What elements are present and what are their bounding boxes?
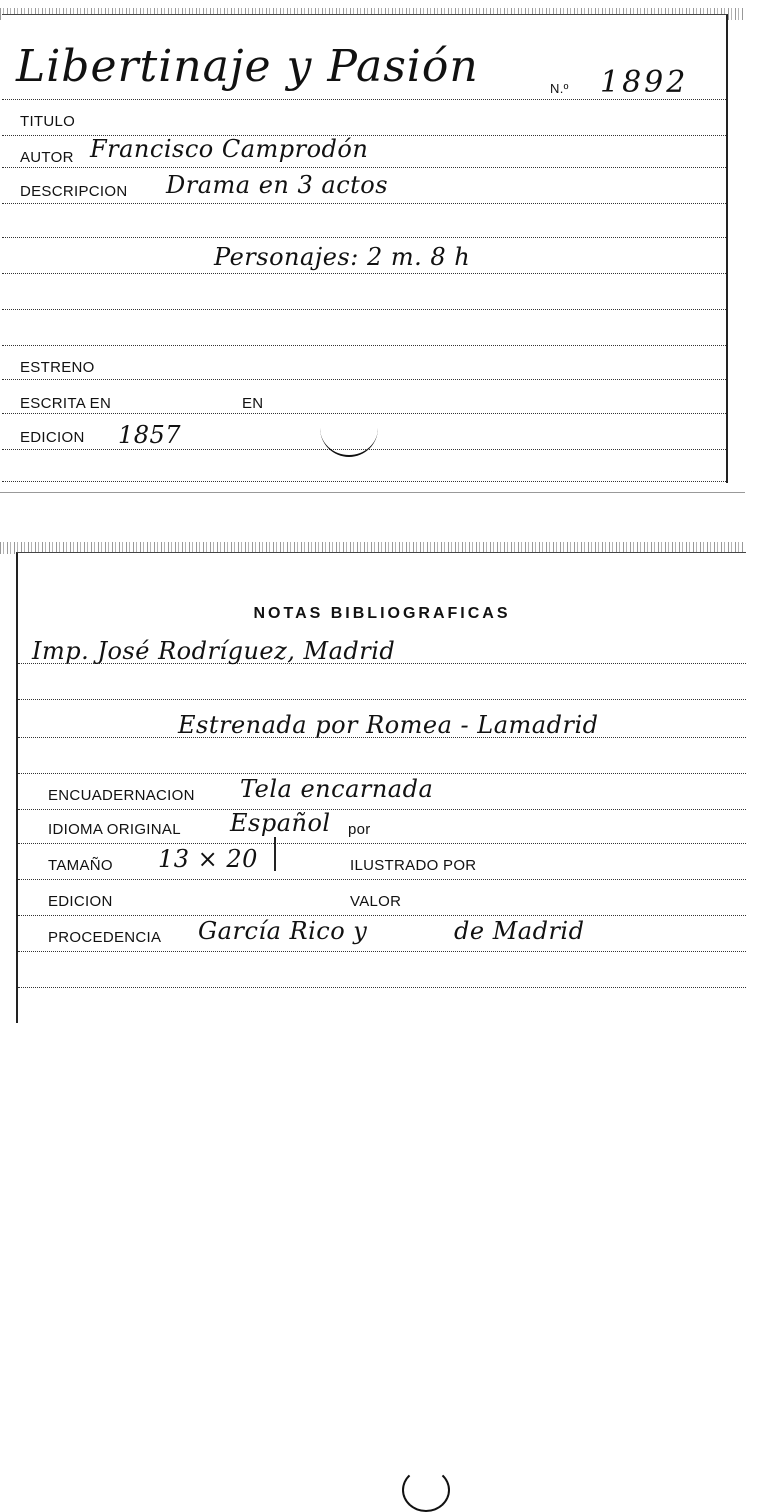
descripcion-label: DESCRIPCION xyxy=(20,183,128,200)
card-rule xyxy=(2,309,726,310)
descripcion-value: Drama en 3 actos xyxy=(166,171,389,199)
card-rule xyxy=(2,167,726,168)
procedencia-value-b: de Madrid xyxy=(454,917,585,945)
card-rule xyxy=(18,951,746,952)
idioma-original-value: Español xyxy=(230,809,331,837)
card-rule xyxy=(18,879,746,880)
por-label: por xyxy=(348,821,371,838)
personajes-value: Personajes: 2 m. 8 h xyxy=(214,243,471,271)
encuadernacion-label: ENCUADERNACION xyxy=(48,787,195,804)
card-rule xyxy=(18,987,746,988)
punch-hole-icon xyxy=(320,411,378,457)
card-rule xyxy=(2,379,726,380)
card-rule xyxy=(18,843,746,844)
tamano-label: TAMAÑO xyxy=(48,857,113,874)
ilustrado-por-label: ILUSTRADO POR xyxy=(350,857,477,874)
procedencia-value-a: García Rico y xyxy=(198,917,368,945)
catalog-card-back xyxy=(16,552,746,1023)
card-rule xyxy=(18,809,746,810)
tamano-value: 13 × 20 xyxy=(158,845,258,873)
edicion-back-label: EDICION xyxy=(48,893,113,910)
card-rule xyxy=(2,203,726,204)
card-rule xyxy=(2,237,726,238)
autor-label: AUTOR xyxy=(20,149,74,166)
escrita-en-label: ESCRITA EN xyxy=(20,395,112,412)
number-value: 1892 xyxy=(600,65,689,100)
number-label: N.º xyxy=(550,81,569,96)
edicion-label: EDICION xyxy=(20,429,85,446)
estreno-label: ESTRENO xyxy=(20,359,95,376)
note-line-1: Imp. José Rodríguez, Madrid xyxy=(32,637,396,665)
card-rule xyxy=(18,915,746,916)
idioma-original-label: IDIOMA ORIGINAL xyxy=(48,821,181,838)
encuadernacion-value: Tela encarnada xyxy=(240,775,434,803)
en-label: EN xyxy=(242,395,264,412)
edicion-value: 1857 xyxy=(118,421,182,449)
card-rule xyxy=(2,273,726,274)
titulo-label: TITULO xyxy=(20,113,76,130)
card-separator xyxy=(0,492,745,493)
valor-label: VALOR xyxy=(350,893,402,910)
card-rule xyxy=(18,773,746,774)
card-rule xyxy=(2,481,726,482)
note-line-2: Estrenada por Romea - Lamadrid xyxy=(178,711,599,739)
notas-header: NOTAS BIBLIOGRAFICAS xyxy=(253,605,511,622)
card-rule xyxy=(18,699,746,700)
procedencia-label: PROCEDENCIA xyxy=(48,929,162,946)
pen-stroke xyxy=(274,837,276,871)
title-value: Libertinaje y Pasión xyxy=(16,41,479,92)
card-rule xyxy=(2,345,726,346)
catalog-card-front xyxy=(2,14,728,483)
punch-hole-icon xyxy=(402,1468,450,1512)
autor-value: Francisco Camprodón xyxy=(90,135,369,163)
